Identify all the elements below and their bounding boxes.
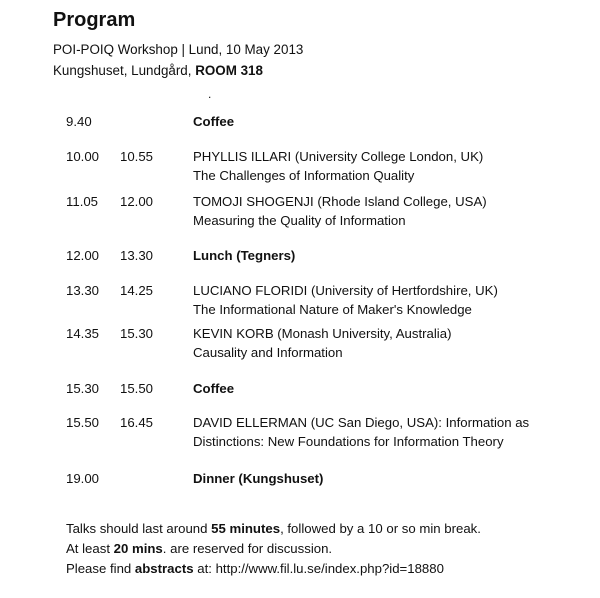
- talk-description: [193, 281, 563, 319]
- end-time: 16.45: [120, 415, 154, 430]
- event-label: [193, 246, 563, 265]
- footer-line-talk-length: Talks should last around 55 minutes, followed by a 10 or so min break.: [66, 521, 481, 536]
- stray-dot: .: [208, 87, 212, 101]
- footer-notes: [66, 519, 481, 579]
- start-time: 11.05: [66, 194, 99, 209]
- speaker-line: PHYLLIS ILLARI (University College London, UK): [193, 149, 484, 164]
- start-time: 14.35: [66, 326, 100, 341]
- end-time: 14.25: [120, 283, 154, 298]
- end-time: 15.50: [120, 381, 154, 396]
- talk-description: [193, 324, 563, 362]
- start-time: 12.00: [66, 248, 100, 263]
- event-name: Lunch (Tegners): [193, 248, 296, 263]
- venue-info: [53, 62, 263, 80]
- talk-description: [193, 192, 563, 230]
- page-title: Program: [53, 9, 136, 31]
- start-time: 19.00: [66, 471, 100, 486]
- event-name: Dinner (Kungshuset): [193, 471, 324, 486]
- event-label: [193, 379, 563, 398]
- event-name: Coffee: [193, 381, 235, 396]
- speaker-line: LUCIANO FLORIDI (University of Hertfordshire, UK): [193, 283, 498, 298]
- event-name: Coffee: [193, 114, 235, 129]
- talk-title: The Challenges of Information Quality: [193, 168, 415, 183]
- start-time: 15.30: [66, 381, 100, 396]
- start-time: 9.40: [66, 114, 92, 129]
- venue-room: ROOM 318: [195, 63, 263, 78]
- event-label: [193, 112, 563, 131]
- talk-title: Measuring the Quality of Information: [193, 213, 406, 228]
- venue-name: Kungshuset, Lundgård,: [53, 63, 196, 78]
- speaker-line: DAVID ELLERMAN (UC San Diego, USA): Information as: [193, 415, 530, 430]
- talk-title: Distinctions: New Foundations for Information Theory: [193, 434, 504, 449]
- speaker-line: TOMOJI SHOGENJI (Rhode Island College, USA): [193, 194, 487, 209]
- end-time: 10.55: [120, 149, 154, 164]
- end-time: 15.30: [120, 326, 154, 341]
- talk-title: The Informational Nature of Maker's Knowledge: [193, 302, 472, 317]
- footer-line-discussion: At least 20 mins. are reserved for discussion.: [66, 541, 333, 556]
- talk-description: [193, 413, 563, 451]
- end-time: 12.00: [120, 194, 154, 209]
- speaker-line: KEVIN KORB (Monash University, Australia): [193, 326, 452, 341]
- end-time: 13.30: [120, 248, 154, 263]
- event-label: [193, 469, 563, 488]
- start-time: 15.50: [66, 415, 100, 430]
- workshop-info: POI-POIQ Workshop | Lund, 10 May 2013: [53, 42, 304, 57]
- start-time: 13.30: [66, 283, 100, 298]
- footer-line-abstracts: Please find abstracts at: http://www.fil.lu.se/index.php?id=18880: [66, 561, 444, 576]
- start-time: 10.00: [66, 149, 100, 164]
- talk-title: Causality and Information: [193, 345, 343, 360]
- talk-description: [193, 147, 563, 185]
